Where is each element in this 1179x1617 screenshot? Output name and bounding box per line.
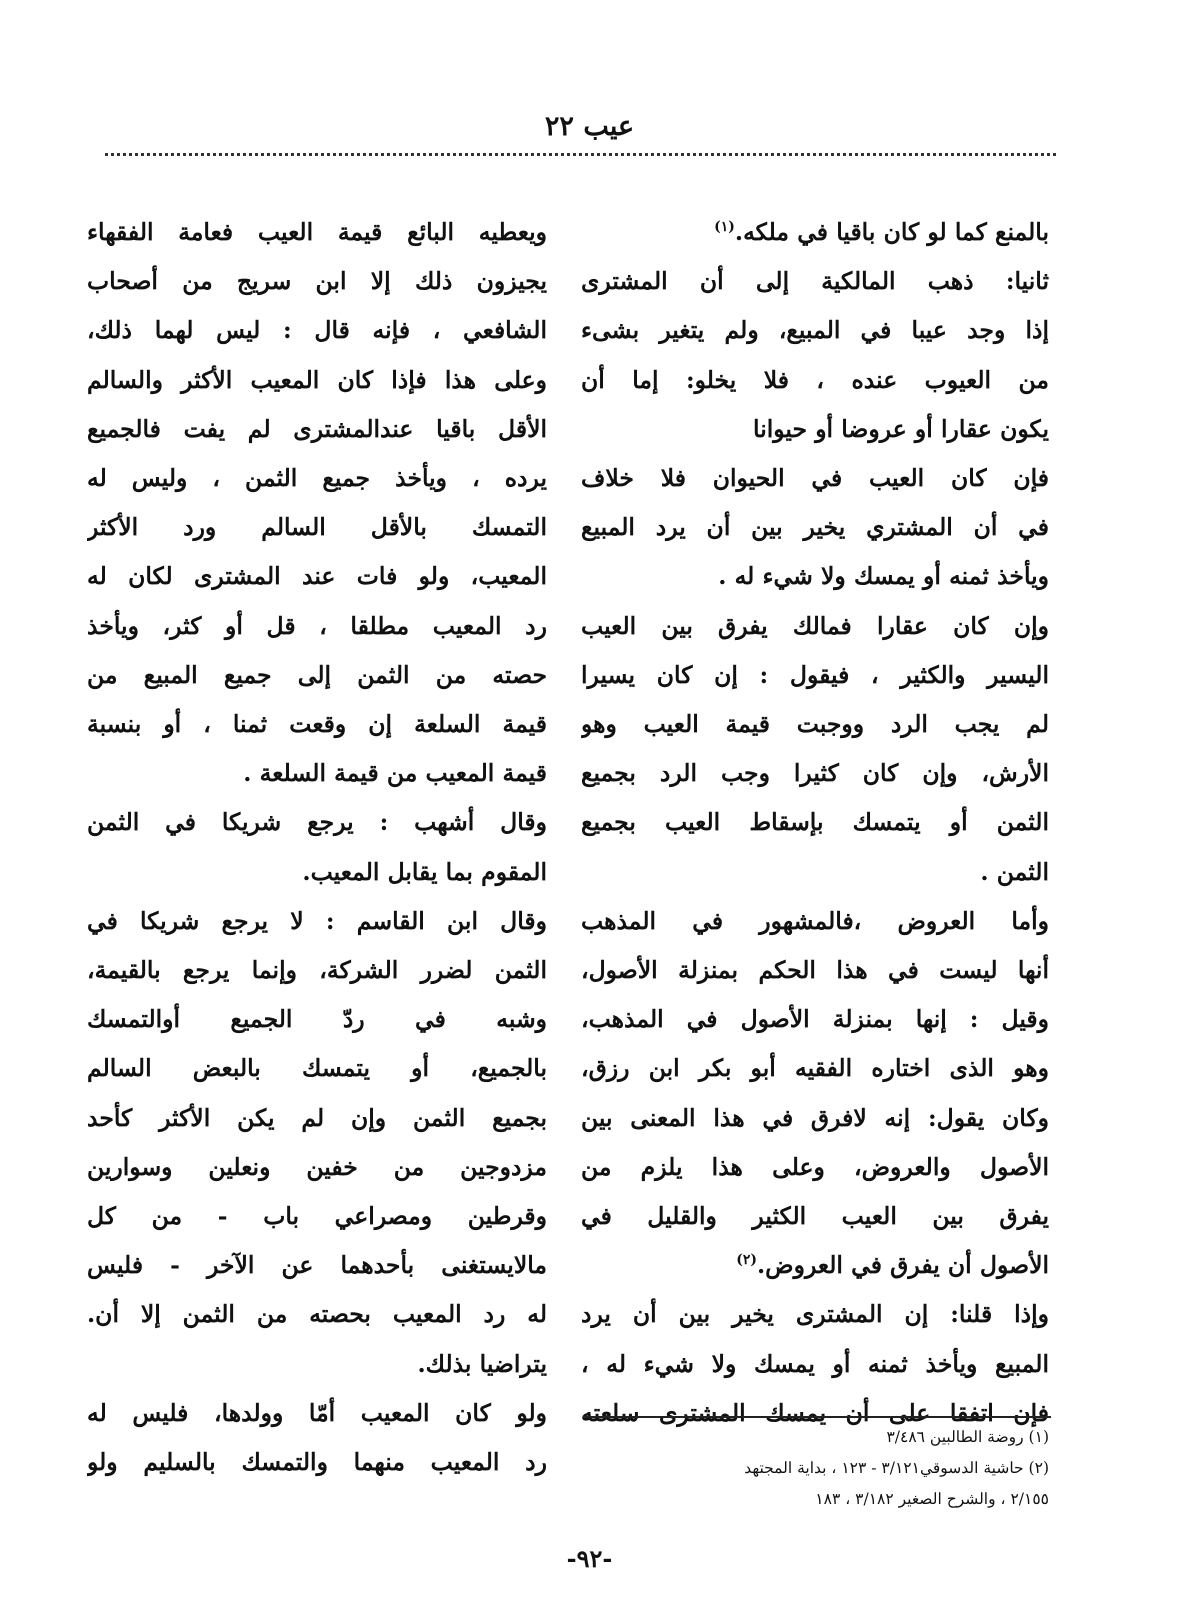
text-line: يرده ، ويأخذ جميع الثمن ، وليس له (87, 464, 547, 493)
text-line: الأرش، وإن كان كثيرا وجب الرد بجميع (581, 759, 1049, 788)
page-header-title: عيب ٢٢ (544, 111, 635, 142)
footnote-line: (١) روضة الطالبين ٣/٤٨٦ (886, 1428, 1049, 1446)
right-column (581, 208, 1049, 1438)
text-line: يفرق بين العيب الكثير والقليل في (581, 1202, 1049, 1231)
text-line: الثمن . (980, 857, 1049, 886)
page-number: -٩٢- (566, 1544, 613, 1573)
text-line: يكون عقارا أو عروضا أو حيوانا (753, 414, 1049, 443)
text-line: بالجميع، أو يتمسك بالبعض السالم (87, 1054, 547, 1083)
text-line: له رد المعيب بحصته من الثمن إلا أن. (87, 1300, 547, 1329)
text-line: المعيب، ولو فات عند المشترى لكان له (87, 562, 547, 591)
text-line: الثمن لضرر الشركة، وإنما يرجع بالقيمة، (87, 956, 547, 985)
text-line: يتراضيا بذلك. (417, 1349, 547, 1378)
text-line: وعلى هذا فإذا كان المعيب الأكثر والسالم (87, 365, 547, 394)
header-dotted-rule (105, 153, 1056, 156)
text-line: وإذا قلنا: إن المشترى يخير بين أن يرد (581, 1300, 1049, 1329)
text-line: ثانيا: ذهب المالكية إلى أن المشترى (581, 267, 1049, 296)
text-line: يجيزون ذلك إلا ابن سريج من أصحاب (87, 267, 547, 296)
text-line: إذا وجد عيبا في المبيع، ولم يتغير بشىء (581, 316, 1049, 345)
text-line: الشافعي ، فإنه قال : ليس لهما ذلك، (87, 316, 547, 345)
text-line: مزدوجين من خفين ونعلين وسوارين (87, 1152, 547, 1181)
text-line: التمسك بالأقل السالم ورد الأكثر (87, 513, 547, 542)
text-line: رد المعيب منهما والتمسك بالسليم ولو (87, 1448, 547, 1477)
text-line: بجميع الثمن وإن لم يكن الأكثر كأحد (87, 1103, 547, 1132)
text-line: ويعطيه البائع قيمة العيب فعامة الفقهاء (87, 218, 547, 246)
text-line: الأصول والعروض، وعلى هذا يلزم من (581, 1152, 1049, 1181)
text-line: المبيع ويأخذ ثمنه أو يمسك ولا شيء له ، (581, 1349, 1049, 1378)
text-line: وشبه في ردّ الجميع أوالتمسك (87, 1005, 547, 1034)
footnotes (581, 1422, 1049, 1515)
footnote-ref: (١) (714, 219, 735, 236)
footnote-ref: (٢) (736, 1252, 757, 1269)
text-line: ويأخذ ثمنه أو يمسك ولا شيء له . (718, 562, 1049, 591)
text-line: حصته من الثمن إلى جميع المبيع من (87, 660, 547, 689)
text-line: لم يجب الرد ووجبت قيمة العيب وهو (581, 710, 1049, 739)
text-line: وأما العروض ،فالمشهور في المذهب (581, 906, 1049, 935)
footnote-line: (٢) حاشية الدسوقي٣/١٢١ - ١٢٣ ، بداية المجتهد (744, 1459, 1049, 1477)
footnote-line: ٢/١٥٥ ، والشرح الصغير ٣/١٨٢ ، ١٨٣ (815, 1490, 1049, 1508)
text-line: قيمة المعيب من قيمة السلعة . (243, 759, 547, 788)
text-line: اليسير والكثير ، فيقول : إن كان يسيرا (581, 660, 1049, 689)
text-line: أنها ليست في هذا الحكم بمنزلة الأصول، (581, 956, 1049, 985)
left-column (87, 208, 547, 1487)
text-line: الأصول أن يفرق في العروض.$^{(٢)}$ (736, 1251, 1049, 1280)
footnote-rule (583, 1416, 1051, 1418)
text-line: الثمن أو يتمسك بإسقاط العيب بجميع (581, 808, 1049, 837)
text-line: في أن المشتري يخير بين أن يرد المبيع (581, 513, 1049, 542)
text-line: مالايستغنى بأحدهما عن الآخر - فليس (87, 1251, 547, 1280)
text-line: وقرطين ومصراعي باب - من كل (87, 1202, 547, 1231)
text-line: الأقل باقيا عندالمشترى لم يفت فالجميع (87, 414, 547, 443)
text-line: وإن كان عقارا فمالك يفرق بين العيب (581, 611, 1049, 640)
text-line: رد المعيب مطلقا ، قل أو كثر، ويأخذ (87, 611, 547, 640)
text-line: وكان يقول: إنه لافرق في هذا المعنى بين (581, 1103, 1049, 1132)
text-line: وقال ابن القاسم : لا يرجع شريكا في (87, 906, 547, 935)
text-line: ولو كان المعيب أمّا وولدها، فليس له (87, 1398, 547, 1427)
text-line: من العيوب عنده ، فلا يخلو: إما أن (581, 365, 1049, 394)
text-line: المقوم بما يقابل المعيب. (302, 857, 547, 886)
text-line: قيمة السلعة إن وقعت ثمنا ، أو بنسبة (87, 710, 547, 739)
text-line: بالمنع كما لو كان باقيا في ملكه.$^{(١)}$ (714, 218, 1049, 246)
text-line: وقال أشهب : يرجع شريكا في الثمن (87, 808, 547, 837)
text-line: وقيل : إنها بمنزلة الأصول في المذهب، (581, 1005, 1049, 1034)
text-line: فإن اتفقا على أن يمسك المشترى سلعته (581, 1398, 1049, 1427)
text-line: وهو الذى اختاره الفقيه أبو بكر ابن رزق، (581, 1054, 1049, 1083)
text-line: فإن كان العيب في الحيوان فلا خلاف (581, 464, 1049, 493)
